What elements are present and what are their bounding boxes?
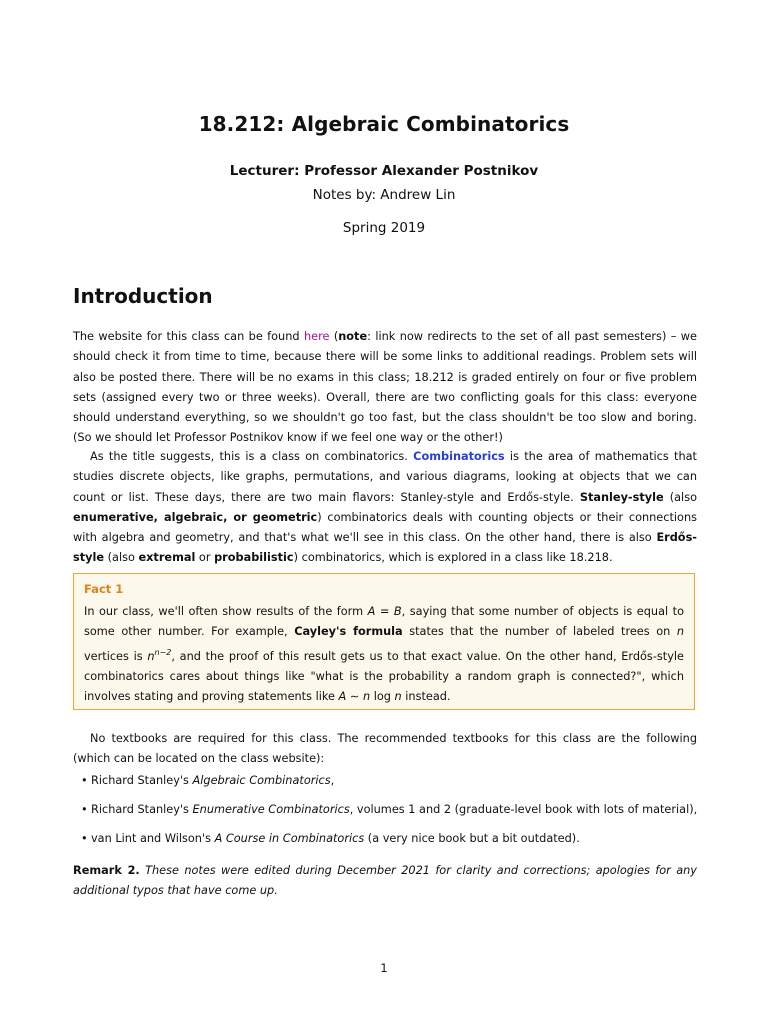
lecturer-line: Lecturer: Professor Alexander Postnikov: [229, 163, 539, 179]
list-item: • Richard Stanley's Algebraic Combinatorics,: [91, 774, 334, 787]
fact-box: [73, 573, 695, 710]
fact-title: Fact 1: [84, 582, 124, 596]
intro-paragraph-2: As the title suggests, this is a class on combinatorics. Combinatorics is the area of mathematics that studies discrete objects, like graphs, permutations, and various diagrams, looking at objects that we can count or list. These days, there are two main flavors: Stanley-style and Erdős-style. Stanley-style (also enumerative, algebraic, or geometric) combinatorics deals with counting objects or their connections with algebra and geometry, and that's what we'll see in this class. On the other hand, there is also Erdős-style (also extremal or probabilistic) combinatorics, which is explored in a class like 18.218.: [73, 450, 697, 565]
textbooks-paragraph: No textbooks are required for this class. The recommended textbooks for this class are the following (which can be located on the class website):: [73, 732, 697, 766]
list-item: • van Lint and Wilson's A Course in Combinatorics (a very nice book but a bit outdated).: [91, 832, 580, 845]
website-link[interactable]: here: [303, 330, 330, 343]
document-title: 18.212: Algebraic Combinatorics: [198, 112, 570, 136]
intro-paragraph-1: The website for this class can be found here (note: link now redirects to the set of all past semesters) – we should check it from time to time, because there will be some links to additional readings. Problem sets will also be posted there. There will be no exams in this class; 18.212 is graded entirely on four or five problem sets (assigned every two or three weeks). Overall, there are two conflicting goals for this class: everyone should understand everything, so we shouldn't go too fast, but the class shouldn't be too slow and boring. (So we should let Professor Postnikov know if we feel one way or the other!): [73, 330, 697, 445]
term-line: Spring 2019: [342, 220, 426, 236]
list-item: • Richard Stanley's Enumerative Combinatorics, volumes 1 and 2 (graduate-level book with lots of material),: [91, 803, 697, 816]
remark-label: Remark 2.: [73, 864, 140, 877]
fact-body: In our class, we'll often show results of the form A = B, saying that some number of objects is equal to some other number. For example, Cayley's formula states that the number of labeled trees on n vertices is $n^{n-2}$, and the proof of this result gets us to that exact value. On the other hand, Erdős-style combinatorics cares about things like "what is the probability a random graph is connected?", which involves stating and proving statements like A ∼ n log n instead.: [84, 605, 685, 703]
term-combinatorics: Combinatorics: [413, 450, 505, 463]
notes-by-line: Notes by: Andrew Lin: [312, 187, 456, 203]
page-number: 1: [380, 962, 388, 975]
remark-paragraph: Remark 2. These notes were edited during December 2021 for clarity and corrections; apologies for any additional typos that have come up.: [73, 864, 697, 898]
section-heading: Introduction: [73, 284, 213, 308]
